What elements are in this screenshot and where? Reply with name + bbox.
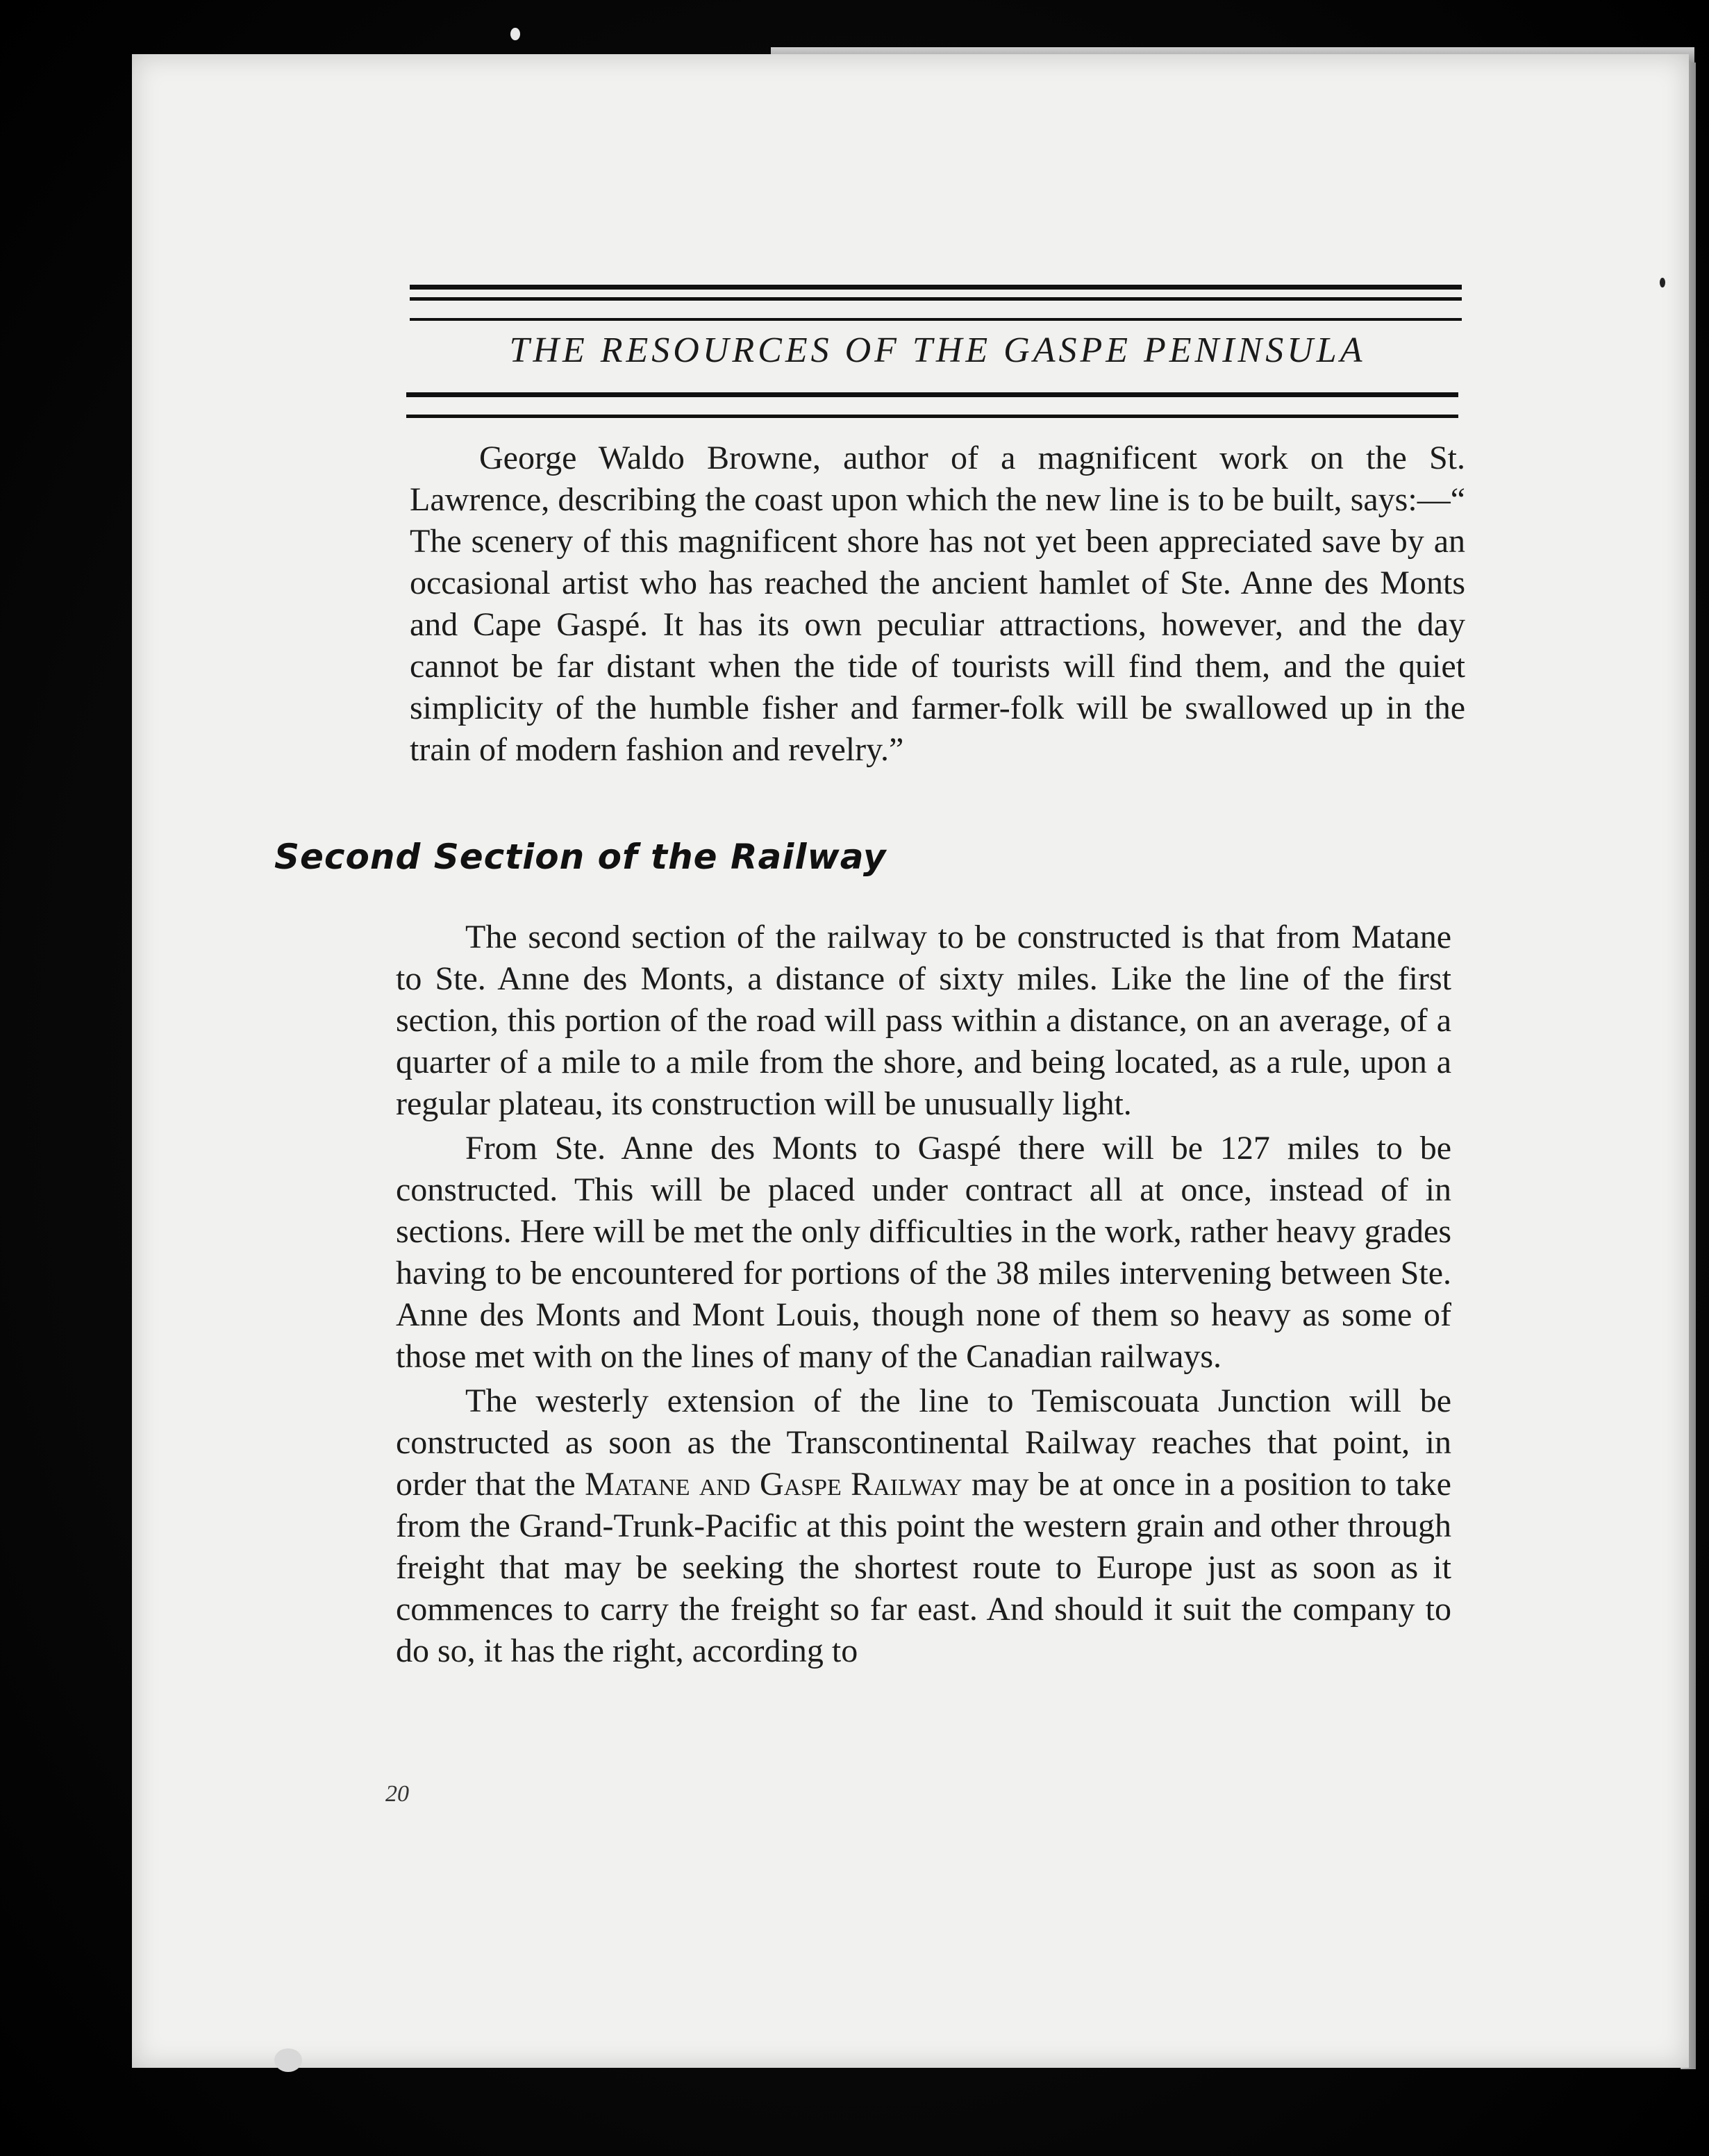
- page-number: 20: [385, 1781, 409, 1807]
- header-rule: [410, 285, 1462, 290]
- header-rule: [406, 392, 1458, 397]
- section-paragraph: From Ste. Anne des Monts to Gaspé there will be 127 miles to be constructed. This will be placed under contract all at once, instead of in sections. Here will be met the only difficulties in the work, rather heavy grades having to be encountered for portions of the 38 miles intervening between Ste. Anne des Monts and Mont Louis, though none of them so heavy as some of those met with on the lines of many of the Canadian railways.: [396, 1130, 1451, 1375]
- header-rule: [410, 318, 1462, 321]
- intro-text: [410, 437, 1465, 771]
- section-text: [396, 917, 1451, 1672]
- header-rule: [406, 415, 1458, 418]
- dust-speck: [274, 2048, 302, 2072]
- header-rule: [410, 297, 1462, 301]
- paragraph-text: may be at once in a position to take from the Grand-Trunk-Pacific at this point the western grain and other through freight that may be seeking the shortest route to Europe just as soon as it commences to carry the freight so far east. And should it suit the company to do so, it has the right, according to: [396, 1466, 1451, 1669]
- section-heading: Second Section of the Railway: [274, 837, 887, 877]
- section-paragraph: The second section of the railway to be constructed is that from Matane to Ste. Anne des Monts, a distance of sixty miles. Like the line of the first section, this portion of the road will pass within a distance, on an average, of a quarter of a mile to a mile from the shore, and being located, as a rule, upon a regular plateau, its construction will be unusually light.: [396, 919, 1451, 1122]
- intro-paragraph: George Waldo Browne, author of a magnificent work on the St. Lawrence, describing the coast upon which the new line is to be built, says:—“ The scenery of this magnificent shore has not yet been appreciated save by an occasional artist who has reached the ancient hamlet of Ste. Anne des Monts and Cape Gaspé. It has its own peculiar attractions, however, and the day cannot be far distant when the tide of tourists will find them, and the quiet simplicity of the humble fisher and farmer-folk will be swallowed up in the train of modern fashion and revelry.”: [410, 440, 1465, 768]
- section-paragraph: [396, 1380, 1451, 1672]
- running-header: THE RESOURCES OF THE GASPE PENINSULA: [509, 331, 1366, 370]
- railway-name: Matane and Gaspe Railway: [585, 1466, 962, 1503]
- dust-speck: [1660, 278, 1665, 287]
- paragraph-text: The westerly extension of the line to Temiscouata Junction will be constructed as soon as the Transcontinental Railway reaches that point, in order that the: [396, 1382, 1451, 1503]
- dust-speck: [510, 28, 520, 40]
